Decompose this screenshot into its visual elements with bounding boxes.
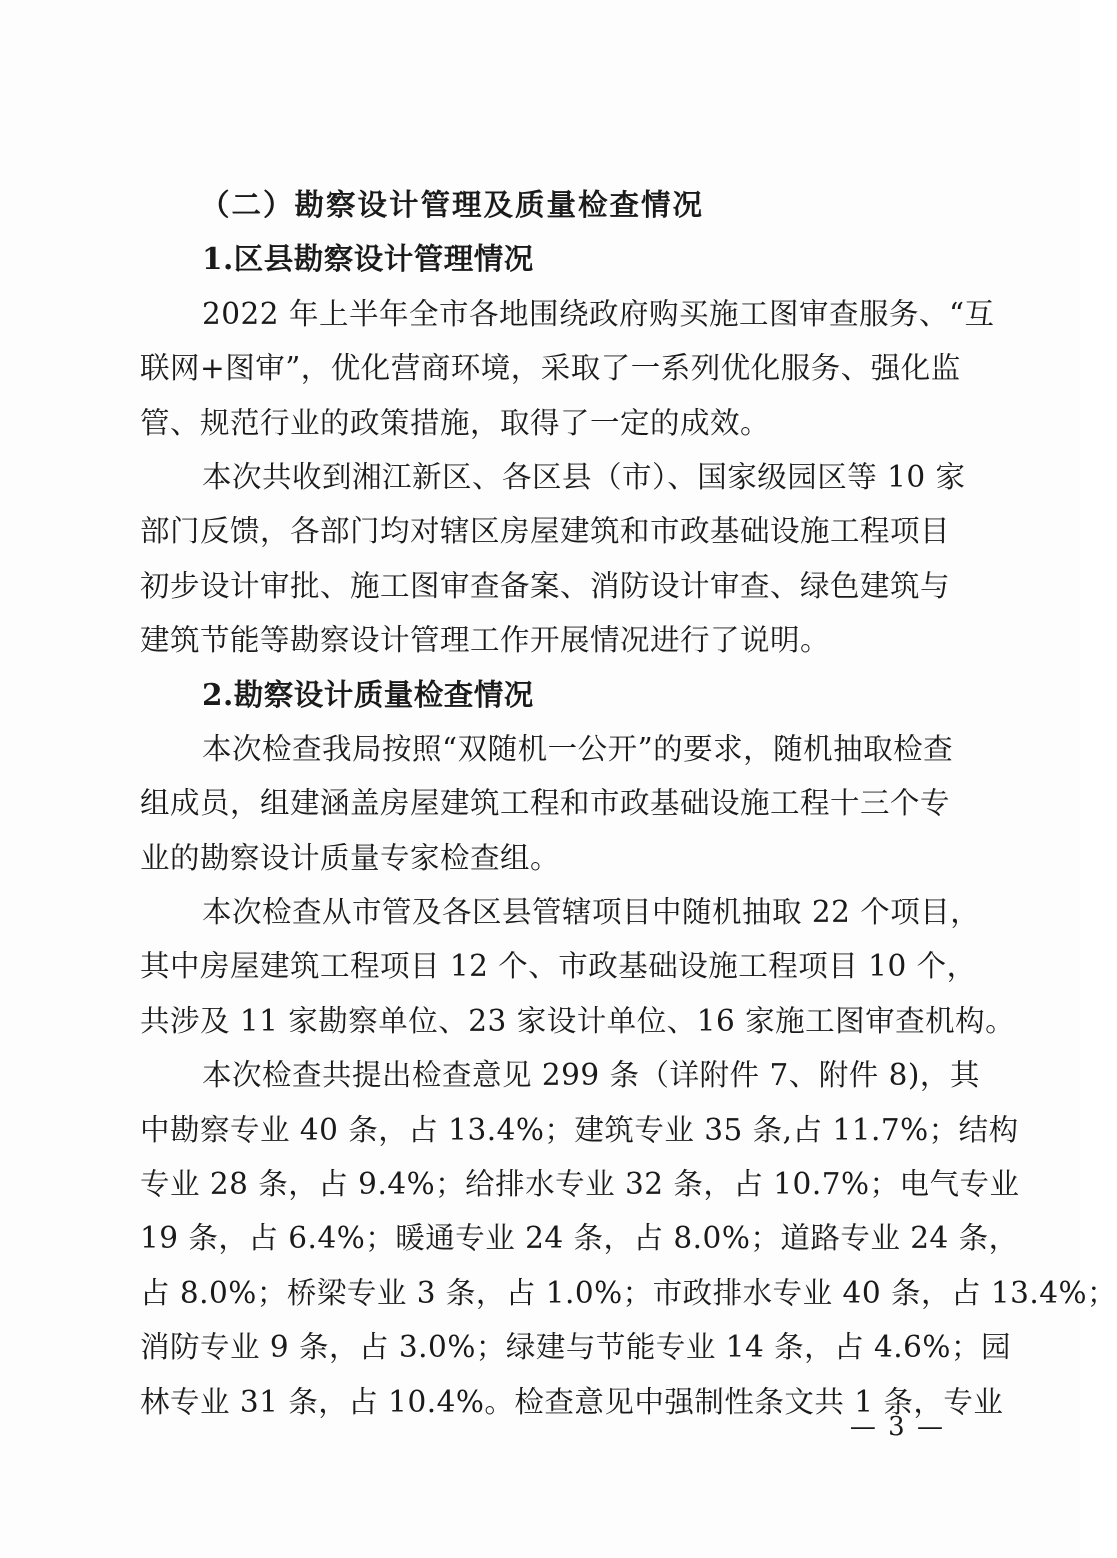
paragraph-line: 业的勘察设计质量专家检查组。 xyxy=(140,840,561,875)
paragraph-line: 本次检查共提出检查意见 299 条（详附件 7、附件 8)，其 xyxy=(202,1058,980,1093)
paragraph-line: 组成员，组建涵盖房屋建筑工程和市政基础设施工程十三个专 xyxy=(140,786,951,821)
paragraph-line: 本次共收到湘江新区、各区县（市）、国家级园区等 10 家 xyxy=(202,459,966,494)
paragraph-line: 其中房屋建筑工程项目 12 个、市政基础设施工程项目 10 个， xyxy=(140,949,977,984)
subsection-heading-1: 1.区县勘察设计管理情况 xyxy=(202,241,534,277)
paragraph-5 xyxy=(140,1048,1117,1429)
paragraph-3 xyxy=(140,722,954,885)
paragraph-line: 19 条，占 6.4%；暖通专业 24 条，占 8.0%；道路专业 24 条， xyxy=(140,1221,1019,1256)
paragraph-line: 初步设计审批、施工图审查备案、消防设计审查、绿色建筑与 xyxy=(140,568,951,603)
paragraph-line: 本次检查我局按照“双随机一公开”的要求，随机抽取检查 xyxy=(202,731,954,766)
paragraph-line: 消防专业 9 条，占 3.0%；绿建与节能专业 14 条，占 4.6%；园 xyxy=(140,1330,1011,1365)
paragraph-line: 中勘察专业 40 条，占 13.4%；建筑专业 35 条,占 11.7%；结构 xyxy=(140,1112,1019,1147)
paragraph-line: 2022 年上半年全市各地围绕政府购买施工图审查服务、“互 xyxy=(202,296,995,331)
paragraph-line: 专业 28 条，占 9.4%；给排水专业 32 条，占 10.7%；电气专业 xyxy=(140,1167,1020,1202)
paragraph-line: 本次检查从市管及各区县管辖项目中随机抽取 22 个项目， xyxy=(202,895,981,930)
paragraph-line: 管、规范行业的政策措施，取得了一定的成效。 xyxy=(140,405,771,440)
paragraph-line: 部门反馈，各部门均对辖区房屋建筑和市政基础设施工程项目 xyxy=(140,514,951,549)
document-body xyxy=(140,178,1117,1429)
paragraph-line: 联网+图审”，优化营商环境，采取了一系列优化服务、强化监 xyxy=(140,351,961,386)
paragraph-line: 建筑节能等勘察设计管理工作开展情况进行了说明。 xyxy=(140,623,831,658)
page-number: — 3 — xyxy=(849,1412,945,1442)
paragraph-2 xyxy=(140,450,966,668)
subsection-heading-2: 2.勘察设计质量检查情况 xyxy=(202,676,534,712)
section-heading: （二）勘察设计管理及质量检查情况 xyxy=(200,187,705,222)
paragraph-line: 占 8.0%；桥梁专业 3 条，占 1.0%；市政排水专业 40 条，占 13.4%； xyxy=(140,1275,1117,1310)
paragraph-4 xyxy=(140,885,1016,1048)
paragraph-line: 共涉及 11 家勘察单位、23 家设计单位、16 家施工图审查机构。 xyxy=(140,1003,1016,1038)
paragraph-line: 林专业 31 条，占 10.4%。检查意见中强制性条文共 1 条，专业 xyxy=(140,1384,1004,1419)
paragraph-1 xyxy=(140,287,995,450)
